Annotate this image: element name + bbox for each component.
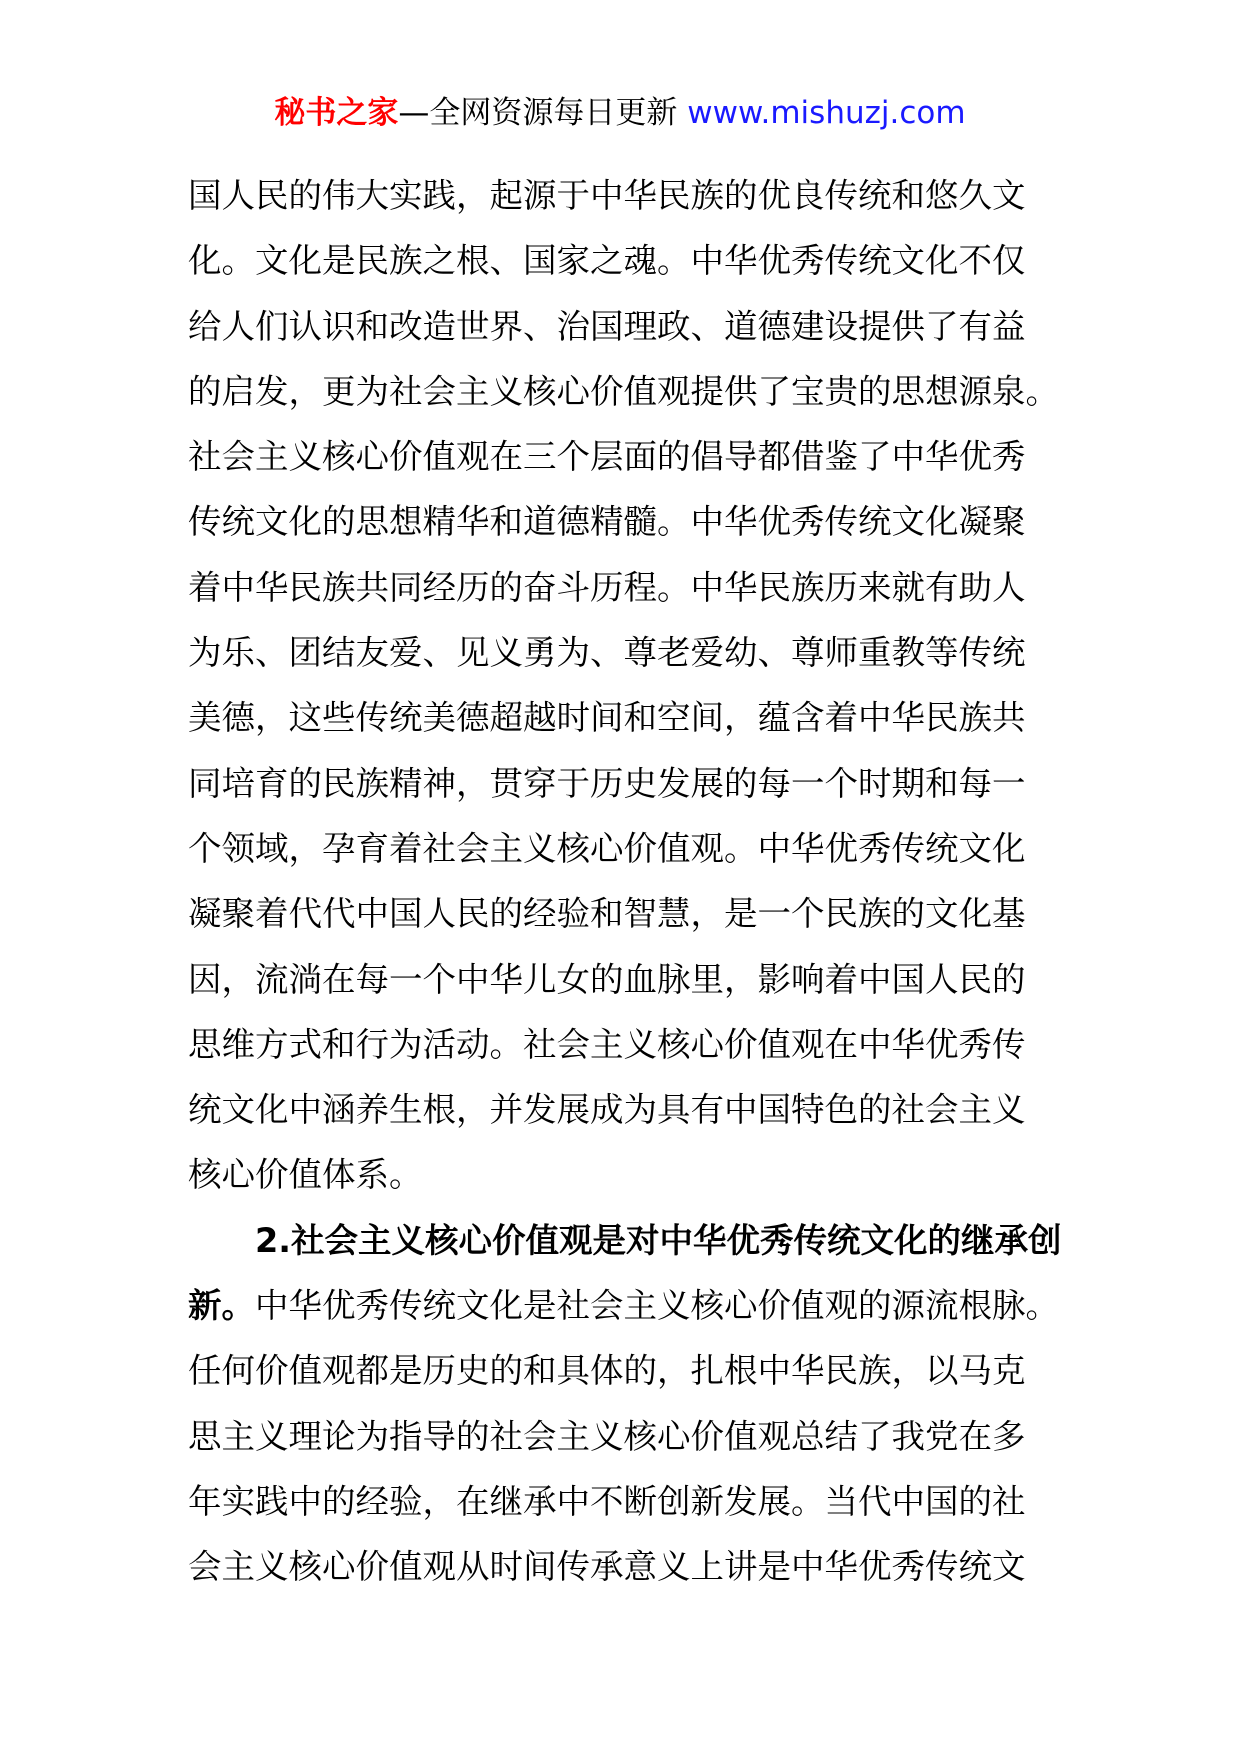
body-line: 凝聚着代代中国人民的经验和智慧，是一个民族的文化基 <box>188 894 1026 934</box>
section-heading-continuation <box>188 1273 1059 1338</box>
body-line: 社会主义核心价值观在三个层面的倡导都借鉴了中华优秀 <box>188 437 1026 477</box>
body-line: 传统文化的思想精华和道德精髓。中华优秀传统文化凝聚 <box>188 502 1026 542</box>
section-heading: 2.社会主义核心价值观是对中华优秀传统文化的继承创 <box>255 1220 1062 1260</box>
header-tagline: —全网资源每日更新 <box>398 95 688 131</box>
body-line: 思维方式和行为活动。社会主义核心价值观在中华优秀传 <box>188 1024 1026 1064</box>
body-line: 会主义核心价值观从时间传承意义上讲是中华优秀传统文 <box>188 1547 1026 1587</box>
body-line: 的启发，更为社会主义核心价值观提供了宝贵的思想源泉。 <box>188 371 1059 411</box>
document-body <box>188 163 1062 1600</box>
body-line: 个领域，孕育着社会主义核心价值观。中华优秀传统文化 <box>188 828 1026 868</box>
brand-name: 秘书之家 <box>274 95 399 131</box>
body-line: 着中华民族共同经历的奋斗历程。中华民族历来就有助人 <box>188 567 1026 607</box>
body-line: 国人民的伟大实践，起源于中华民族的优良传统和悠久文 <box>188 176 1026 215</box>
section-first-sentence: 中华优秀传统文化是社会主义核心价值观的源流根脉。 <box>255 1286 1059 1326</box>
page-header <box>0 93 1240 133</box>
body-line: 同培育的民族精神，贯穿于历史发展的每一个时期和每一 <box>188 763 1026 803</box>
site-url-link[interactable]: www.mishuzj.com <box>687 95 966 131</box>
body-line: 美德，这些传统美德超越时间和空间，蕴含着中华民族共 <box>188 698 1026 738</box>
body-line: 核心价值体系。 <box>188 1155 423 1195</box>
body-line: 思主义理论为指导的社会主义核心价值观总结了我党在多 <box>188 1416 1026 1456</box>
body-line: 因，流淌在每一个中华儿女的血脉里，影响着中国人民的 <box>188 959 1026 999</box>
body-line: 为乐、团结友爱、见义勇为、尊老爱幼、尊师重教等传统 <box>188 633 1026 673</box>
section-heading-end: 新。 <box>188 1286 255 1326</box>
body-line: 给人们认识和改造世界、治国理政、道德建设提供了有益 <box>188 306 1026 346</box>
body-line: 任何价值观都是历史的和具体的，扎根中华民族，以马克 <box>188 1351 1026 1391</box>
body-line: 统文化中涵养生根，并发展成为具有中国特色的社会主义 <box>188 1090 1026 1130</box>
body-line: 化。文化是民族之根、国家之魂。中华优秀传统文化不仅 <box>188 241 1026 281</box>
body-line: 年实践中的经验，在继承中不断创新发展。当代中国的社 <box>188 1481 1026 1521</box>
